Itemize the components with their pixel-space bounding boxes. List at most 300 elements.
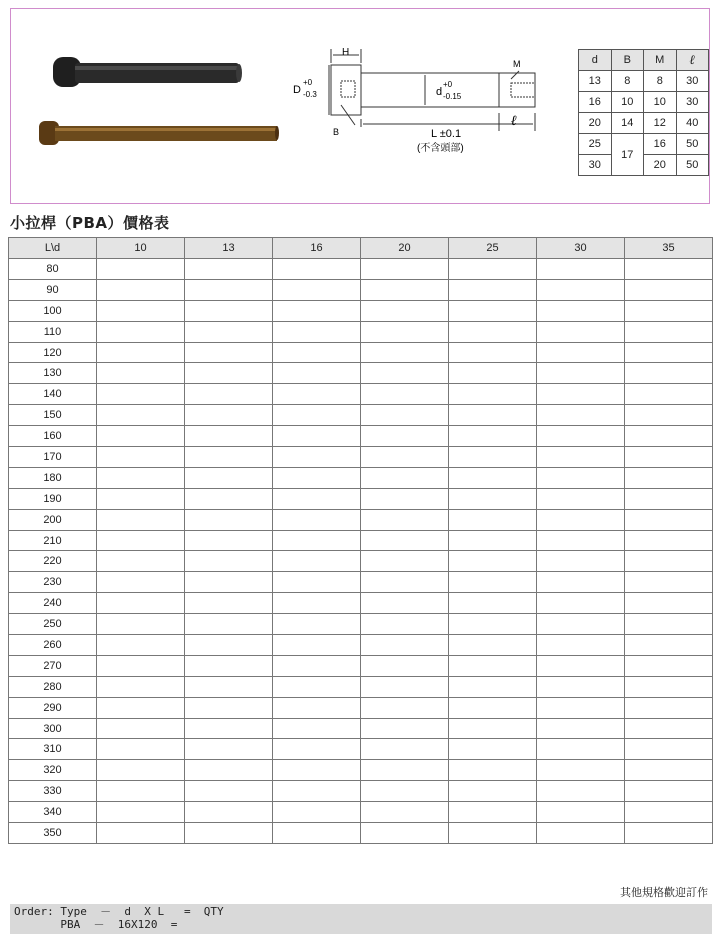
price-row bbox=[9, 530, 713, 551]
price-row bbox=[9, 551, 713, 572]
price-cell bbox=[273, 781, 361, 802]
price-row bbox=[9, 488, 713, 509]
price-cell bbox=[273, 321, 361, 342]
price-cell bbox=[185, 676, 273, 697]
price-cell bbox=[97, 697, 185, 718]
price-cell bbox=[273, 279, 361, 300]
price-row bbox=[9, 509, 713, 530]
price-row bbox=[9, 718, 713, 739]
price-cell bbox=[185, 635, 273, 656]
price-cell bbox=[273, 676, 361, 697]
price-cell bbox=[625, 321, 713, 342]
spec-cell: 10 bbox=[644, 92, 677, 113]
price-row bbox=[9, 405, 713, 426]
price-cell bbox=[537, 593, 625, 614]
price-cell bbox=[97, 300, 185, 321]
price-cell bbox=[273, 655, 361, 676]
price-row bbox=[9, 614, 713, 635]
price-cell bbox=[449, 655, 537, 676]
price-cell bbox=[97, 405, 185, 426]
price-row-length-label: 320 bbox=[9, 760, 97, 781]
price-row bbox=[9, 279, 713, 300]
spec-row bbox=[579, 155, 709, 176]
price-row-length-label: 80 bbox=[9, 259, 97, 280]
price-row bbox=[9, 572, 713, 593]
price-cell bbox=[449, 300, 537, 321]
price-cell bbox=[537, 781, 625, 802]
price-cell bbox=[361, 279, 449, 300]
order-format-box bbox=[10, 904, 712, 934]
spec-cell: 30 bbox=[676, 71, 709, 92]
price-cell bbox=[185, 823, 273, 844]
price-cell bbox=[537, 279, 625, 300]
spec-cell: 10 bbox=[611, 92, 644, 113]
price-cell bbox=[361, 572, 449, 593]
label-H: H bbox=[342, 47, 350, 58]
price-cell bbox=[361, 447, 449, 468]
spec-table bbox=[578, 49, 709, 176]
price-row-length-label: 330 bbox=[9, 781, 97, 802]
price-cell bbox=[97, 739, 185, 760]
price-col-header: 20 bbox=[361, 238, 449, 259]
price-cell bbox=[449, 405, 537, 426]
price-cell bbox=[625, 342, 713, 363]
price-cell bbox=[273, 363, 361, 384]
price-row bbox=[9, 384, 713, 405]
price-cell bbox=[449, 279, 537, 300]
price-row-length-label: 220 bbox=[9, 551, 97, 572]
price-col-header: 30 bbox=[537, 238, 625, 259]
price-cell bbox=[625, 655, 713, 676]
price-cell bbox=[625, 530, 713, 551]
price-cell bbox=[449, 321, 537, 342]
price-cell bbox=[537, 488, 625, 509]
price-cell bbox=[361, 321, 449, 342]
price-cell bbox=[449, 259, 537, 280]
price-row bbox=[9, 802, 713, 823]
price-cell bbox=[537, 802, 625, 823]
price-cell bbox=[537, 405, 625, 426]
price-cell bbox=[185, 279, 273, 300]
price-row-length-label: 190 bbox=[9, 488, 97, 509]
price-row bbox=[9, 781, 713, 802]
price-cell bbox=[449, 635, 537, 656]
price-cell bbox=[537, 739, 625, 760]
price-cell bbox=[97, 447, 185, 468]
price-cell bbox=[361, 802, 449, 823]
price-row-length-label: 140 bbox=[9, 384, 97, 405]
price-cell bbox=[361, 551, 449, 572]
price-row-length-label: 240 bbox=[9, 593, 97, 614]
price-row-length-label: 90 bbox=[9, 279, 97, 300]
price-cell bbox=[537, 467, 625, 488]
price-cell bbox=[97, 760, 185, 781]
price-row bbox=[9, 635, 713, 656]
price-cell bbox=[185, 363, 273, 384]
price-cell bbox=[361, 488, 449, 509]
price-row-length-label: 260 bbox=[9, 635, 97, 656]
order-format-line: Order: Type － d X L = QTY bbox=[14, 905, 224, 918]
price-cell bbox=[449, 614, 537, 635]
price-cell bbox=[361, 823, 449, 844]
price-cell bbox=[97, 321, 185, 342]
price-cell bbox=[625, 259, 713, 280]
price-cell bbox=[97, 635, 185, 656]
price-cell bbox=[625, 718, 713, 739]
price-cell bbox=[537, 572, 625, 593]
label-D-tol-top: +0 bbox=[303, 78, 313, 87]
price-cell bbox=[537, 259, 625, 280]
price-cell bbox=[537, 384, 625, 405]
price-row-length-label: 310 bbox=[9, 739, 97, 760]
spec-cell: 14 bbox=[611, 113, 644, 134]
spec-cell: 12 bbox=[644, 113, 677, 134]
spec-cell: 40 bbox=[676, 113, 709, 134]
spec-header-M: M bbox=[644, 50, 677, 71]
price-cell bbox=[625, 384, 713, 405]
price-row-length-label: 300 bbox=[9, 718, 97, 739]
price-row bbox=[9, 447, 713, 468]
price-cell bbox=[97, 426, 185, 447]
price-cell bbox=[625, 614, 713, 635]
price-cell bbox=[625, 279, 713, 300]
price-cell bbox=[97, 467, 185, 488]
price-cell bbox=[449, 760, 537, 781]
price-cell bbox=[625, 509, 713, 530]
price-cell bbox=[625, 676, 713, 697]
price-cell bbox=[361, 405, 449, 426]
price-cell bbox=[273, 823, 361, 844]
price-cell bbox=[449, 488, 537, 509]
price-cell bbox=[273, 572, 361, 593]
price-cell bbox=[273, 697, 361, 718]
spec-cell: 25 bbox=[579, 134, 612, 155]
price-cell bbox=[97, 363, 185, 384]
price-cell bbox=[449, 551, 537, 572]
price-cell bbox=[537, 300, 625, 321]
price-cell bbox=[361, 635, 449, 656]
price-cell bbox=[537, 551, 625, 572]
price-cell bbox=[273, 614, 361, 635]
price-cell bbox=[449, 342, 537, 363]
price-cell bbox=[537, 426, 625, 447]
price-cell bbox=[273, 342, 361, 363]
price-cell bbox=[185, 655, 273, 676]
price-table-body bbox=[9, 259, 713, 844]
price-cell bbox=[625, 572, 713, 593]
price-row bbox=[9, 739, 713, 760]
price-row-length-label: 110 bbox=[9, 321, 97, 342]
label-D: D bbox=[293, 84, 301, 96]
price-cell bbox=[361, 614, 449, 635]
product-illustration-panel bbox=[10, 8, 710, 204]
price-cell bbox=[97, 823, 185, 844]
price-cell bbox=[185, 802, 273, 823]
spec-cell: 30 bbox=[676, 92, 709, 113]
price-cell bbox=[185, 739, 273, 760]
price-cell bbox=[449, 823, 537, 844]
price-cell bbox=[361, 676, 449, 697]
price-cell bbox=[625, 405, 713, 426]
price-row bbox=[9, 342, 713, 363]
price-cell bbox=[625, 467, 713, 488]
price-table bbox=[8, 237, 713, 844]
price-cell bbox=[361, 781, 449, 802]
price-cell bbox=[449, 363, 537, 384]
price-row bbox=[9, 467, 713, 488]
price-cell bbox=[97, 384, 185, 405]
price-cell bbox=[361, 760, 449, 781]
spec-cell: 20 bbox=[644, 155, 677, 176]
price-cell bbox=[185, 300, 273, 321]
price-col-header: 35 bbox=[625, 238, 713, 259]
price-row-length-label: 350 bbox=[9, 823, 97, 844]
price-cell bbox=[273, 488, 361, 509]
spec-row bbox=[579, 92, 709, 113]
price-row bbox=[9, 676, 713, 697]
price-cell bbox=[185, 781, 273, 802]
price-cell bbox=[537, 447, 625, 468]
price-row bbox=[9, 760, 713, 781]
price-cell bbox=[625, 447, 713, 468]
price-cell bbox=[449, 530, 537, 551]
price-cell bbox=[537, 718, 625, 739]
technical-drawing bbox=[329, 49, 535, 131]
price-cell bbox=[361, 426, 449, 447]
order-example-line: PBA － 16X120 = bbox=[14, 918, 178, 931]
label-L: L ±0.1 bbox=[431, 128, 462, 140]
price-col-header: 13 bbox=[185, 238, 273, 259]
price-cell bbox=[273, 739, 361, 760]
label-L-note: (不含頭部) bbox=[417, 143, 464, 154]
spec-cell: 30 bbox=[579, 155, 612, 176]
price-cell bbox=[449, 739, 537, 760]
price-cell bbox=[185, 426, 273, 447]
price-cell bbox=[625, 760, 713, 781]
price-cell bbox=[185, 760, 273, 781]
price-cell bbox=[449, 467, 537, 488]
spec-row bbox=[579, 134, 709, 155]
price-cell bbox=[185, 488, 273, 509]
price-cell bbox=[273, 593, 361, 614]
price-col-header: 10 bbox=[97, 238, 185, 259]
price-cell bbox=[97, 676, 185, 697]
price-row-length-label: 230 bbox=[9, 572, 97, 593]
price-cell bbox=[537, 697, 625, 718]
price-cell bbox=[185, 697, 273, 718]
label-M: M bbox=[513, 59, 521, 69]
price-cell bbox=[185, 467, 273, 488]
price-cell bbox=[97, 572, 185, 593]
price-cell bbox=[361, 739, 449, 760]
label-d-tol-bot: -0.15 bbox=[443, 92, 462, 101]
price-cell bbox=[273, 467, 361, 488]
price-cell bbox=[537, 635, 625, 656]
price-row bbox=[9, 823, 713, 844]
price-table-title: 小拉桿（PBA）價格表 bbox=[10, 214, 170, 232]
spec-cell: 13 bbox=[579, 71, 612, 92]
price-cell bbox=[273, 509, 361, 530]
price-row bbox=[9, 363, 713, 384]
price-cell bbox=[625, 823, 713, 844]
price-cell bbox=[625, 551, 713, 572]
price-cell bbox=[449, 447, 537, 468]
spec-cell-merged: 17 bbox=[611, 134, 644, 176]
spec-cell: 16 bbox=[644, 134, 677, 155]
spec-row bbox=[579, 113, 709, 134]
price-cell bbox=[185, 509, 273, 530]
price-cell bbox=[97, 259, 185, 280]
spec-cell: 50 bbox=[676, 155, 709, 176]
price-header-row bbox=[9, 238, 713, 259]
price-cell bbox=[625, 363, 713, 384]
price-row-length-label: 170 bbox=[9, 447, 97, 468]
spec-header-d: d bbox=[579, 50, 612, 71]
price-cell bbox=[537, 823, 625, 844]
price-cell bbox=[449, 426, 537, 447]
price-cell bbox=[97, 593, 185, 614]
price-cell bbox=[625, 802, 713, 823]
price-cell bbox=[273, 259, 361, 280]
price-cell bbox=[537, 530, 625, 551]
price-row-length-label: 120 bbox=[9, 342, 97, 363]
label-B: B bbox=[333, 127, 340, 137]
spec-cell: 16 bbox=[579, 92, 612, 113]
price-cell bbox=[273, 802, 361, 823]
price-cell bbox=[537, 655, 625, 676]
price-cell bbox=[625, 635, 713, 656]
price-cell bbox=[625, 426, 713, 447]
spec-cell: 50 bbox=[676, 134, 709, 155]
price-cell bbox=[361, 384, 449, 405]
price-cell bbox=[537, 509, 625, 530]
price-cell bbox=[361, 697, 449, 718]
price-row bbox=[9, 655, 713, 676]
price-row-length-label: 160 bbox=[9, 426, 97, 447]
price-cell bbox=[185, 342, 273, 363]
price-row bbox=[9, 259, 713, 280]
price-cell bbox=[273, 718, 361, 739]
price-cell bbox=[185, 572, 273, 593]
price-row-length-label: 200 bbox=[9, 509, 97, 530]
price-row-length-label: 250 bbox=[9, 614, 97, 635]
label-d: d bbox=[436, 86, 443, 98]
spec-header-ell: ℓ bbox=[676, 50, 709, 71]
price-cell bbox=[97, 614, 185, 635]
spec-cell: 20 bbox=[579, 113, 612, 134]
price-row bbox=[9, 697, 713, 718]
price-row-length-label: 130 bbox=[9, 363, 97, 384]
price-cell bbox=[361, 509, 449, 530]
custom-order-note: 其他規格歡迎訂作 bbox=[620, 886, 708, 899]
price-cell bbox=[361, 467, 449, 488]
price-cell bbox=[537, 760, 625, 781]
price-cell bbox=[537, 614, 625, 635]
price-cell bbox=[625, 697, 713, 718]
price-cell bbox=[449, 781, 537, 802]
price-row bbox=[9, 321, 713, 342]
price-cell bbox=[185, 321, 273, 342]
price-cell bbox=[97, 530, 185, 551]
price-row-length-label: 100 bbox=[9, 300, 97, 321]
price-row-length-label: 340 bbox=[9, 802, 97, 823]
price-cell bbox=[361, 718, 449, 739]
price-cell bbox=[185, 614, 273, 635]
price-row bbox=[9, 593, 713, 614]
price-cell bbox=[625, 739, 713, 760]
price-corner-header: L\d bbox=[9, 238, 97, 259]
price-cell bbox=[361, 342, 449, 363]
price-cell bbox=[97, 551, 185, 572]
price-cell bbox=[449, 593, 537, 614]
price-cell bbox=[625, 781, 713, 802]
price-cell bbox=[449, 718, 537, 739]
price-cell bbox=[273, 551, 361, 572]
price-row-length-label: 180 bbox=[9, 467, 97, 488]
price-cell bbox=[361, 363, 449, 384]
price-cell bbox=[449, 572, 537, 593]
price-cell bbox=[273, 384, 361, 405]
price-cell bbox=[97, 488, 185, 509]
price-cell bbox=[185, 447, 273, 468]
price-cell bbox=[273, 635, 361, 656]
price-cell bbox=[449, 802, 537, 823]
price-cell bbox=[361, 300, 449, 321]
price-row-length-label: 290 bbox=[9, 697, 97, 718]
price-cell bbox=[97, 655, 185, 676]
price-cell bbox=[449, 676, 537, 697]
price-cell bbox=[537, 363, 625, 384]
price-cell bbox=[449, 509, 537, 530]
price-col-header: 16 bbox=[273, 238, 361, 259]
price-col-header: 25 bbox=[449, 238, 537, 259]
price-cell bbox=[537, 676, 625, 697]
spec-header-B: B bbox=[611, 50, 644, 71]
price-cell bbox=[625, 488, 713, 509]
price-cell bbox=[97, 509, 185, 530]
price-cell bbox=[185, 384, 273, 405]
price-row bbox=[9, 426, 713, 447]
label-D-tol-bot: -0.3 bbox=[303, 90, 317, 99]
spec-row bbox=[579, 71, 709, 92]
price-cell bbox=[185, 551, 273, 572]
price-cell bbox=[361, 530, 449, 551]
price-cell bbox=[537, 342, 625, 363]
price-cell bbox=[273, 300, 361, 321]
price-cell bbox=[449, 384, 537, 405]
price-cell bbox=[185, 259, 273, 280]
spec-header-row bbox=[579, 50, 709, 71]
spec-cell: 8 bbox=[611, 71, 644, 92]
price-cell bbox=[97, 802, 185, 823]
price-cell bbox=[185, 718, 273, 739]
price-cell bbox=[273, 760, 361, 781]
label-d-tol-top: +0 bbox=[443, 80, 453, 89]
price-row bbox=[9, 300, 713, 321]
price-cell bbox=[361, 655, 449, 676]
price-cell bbox=[273, 405, 361, 426]
black-pin-image bbox=[53, 57, 242, 87]
price-cell bbox=[97, 342, 185, 363]
price-row-length-label: 270 bbox=[9, 655, 97, 676]
price-cell bbox=[273, 530, 361, 551]
price-cell bbox=[185, 405, 273, 426]
price-row-length-label: 210 bbox=[9, 530, 97, 551]
spec-cell: 8 bbox=[644, 71, 677, 92]
price-cell bbox=[625, 593, 713, 614]
price-row-length-label: 150 bbox=[9, 405, 97, 426]
price-cell bbox=[273, 426, 361, 447]
